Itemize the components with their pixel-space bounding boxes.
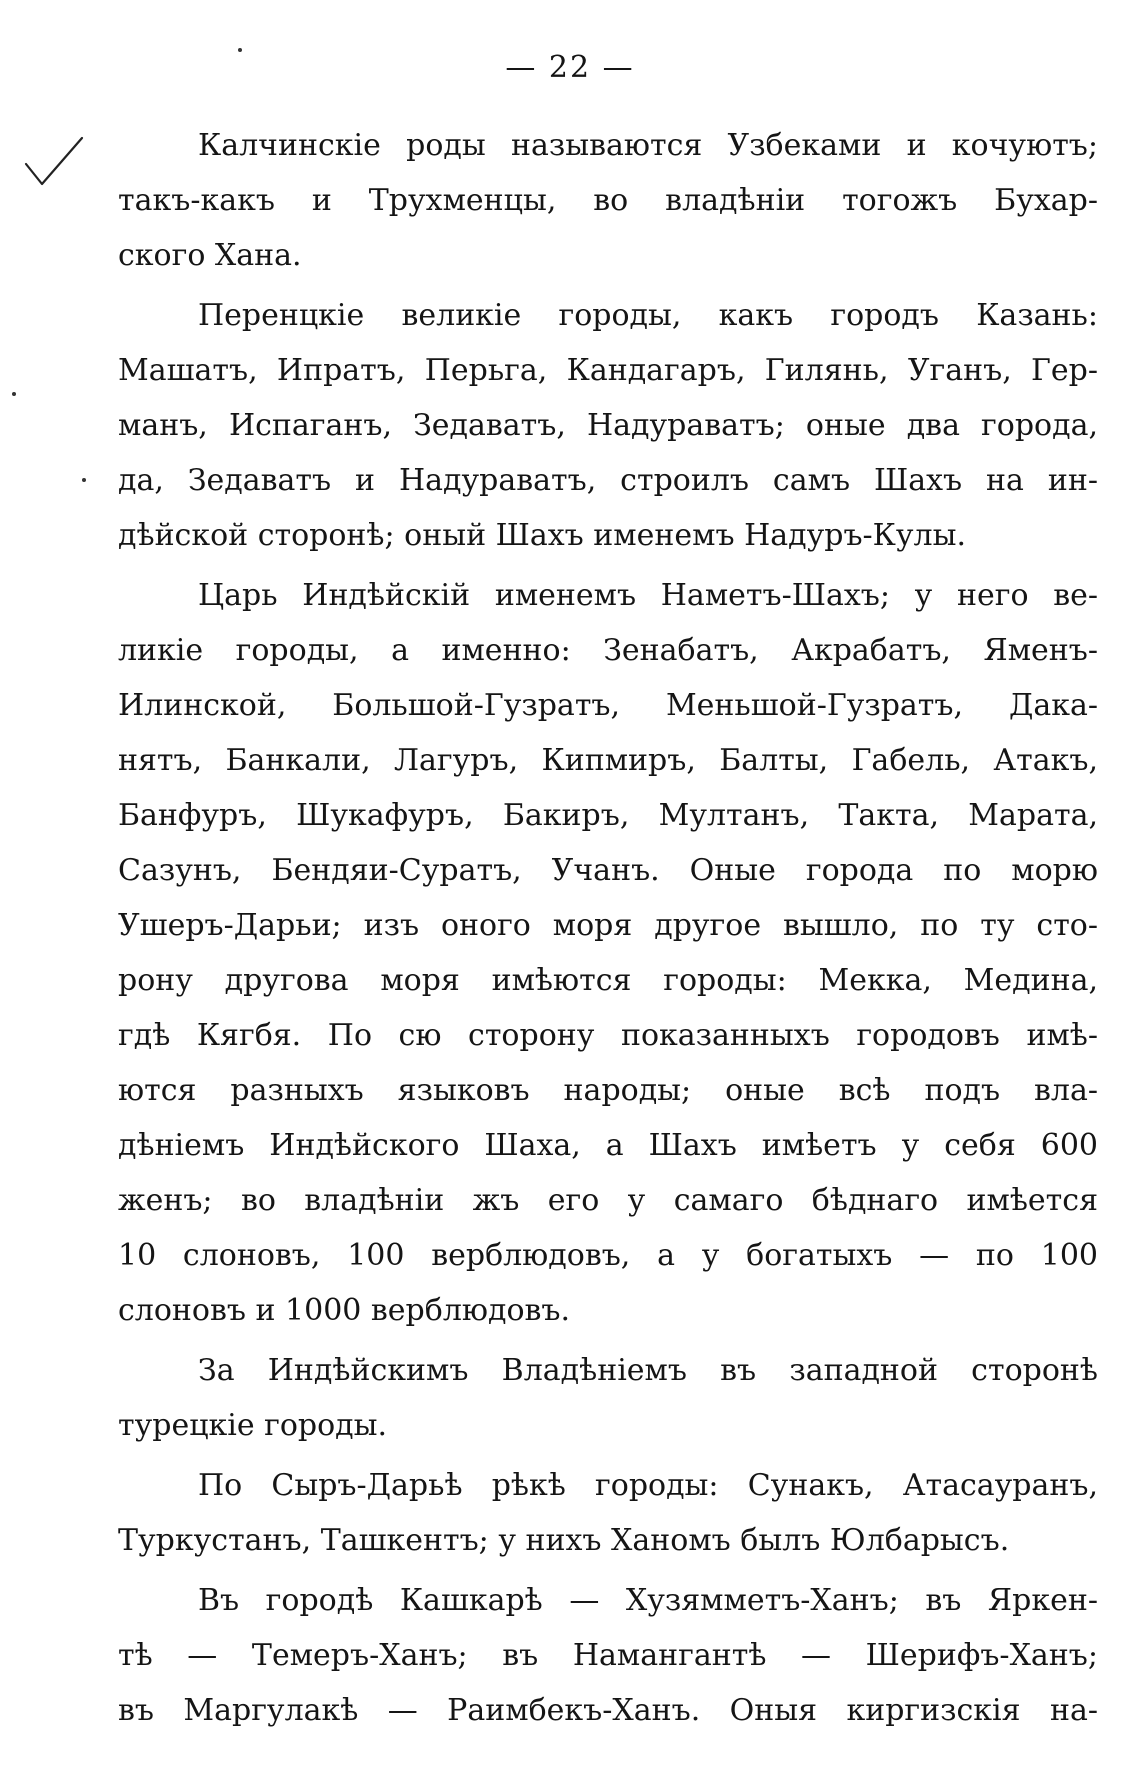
text-line: Туркустанъ, Ташкентъ; у нихъ Ханомъ былъ Юлбарысъ. xyxy=(118,1523,1010,1558)
text-line: въ Маргулакѣ — Раимбекъ-Ханъ. Оныя киргизскія на- xyxy=(118,1693,1098,1728)
text-line: тѣ — Темеръ-Ханъ; въ Намангантѣ — Шерифъ-Ханъ; xyxy=(118,1638,1098,1673)
text-line: Въ городѣ Кашкарѣ — Хузямметъ-Ханъ; въ Яркен- xyxy=(198,1583,1098,1618)
body-text xyxy=(118,118,1098,1738)
text-line: Перенцкіе великіе городы, какъ городъ Казань: xyxy=(198,298,1098,333)
text-line: такъ-какъ и Трухменцы, во владѣніи тогожъ Бухар- xyxy=(118,183,1098,218)
text-line: Царь Индѣйскій именемъ Наметъ-Шахъ; у него ве- xyxy=(198,578,1098,613)
text-line: ского Хана. xyxy=(118,238,302,273)
text-line: Машатъ, Ипратъ, Перьга, Кандагаръ, Гилянь, Уганъ, Гер- xyxy=(118,353,1098,388)
text-line: 10 слоновъ, 100 верблюдовъ, а у богатыхъ — по 100 xyxy=(118,1238,1098,1273)
text-line: манъ, Испаганъ, Зедаватъ, Надураватъ; оные два города, xyxy=(118,408,1098,443)
text-line: рону другова моря имѣются городы: Мекка, Медина, xyxy=(118,963,1098,998)
margin-dot xyxy=(12,392,16,396)
text-line: да, Зедаватъ и Надураватъ, строилъ самъ Шахъ на ин- xyxy=(118,463,1098,498)
text-line: По Сыръ-Дарьѣ рѣкѣ городы: Сунакъ, Атасауранъ, xyxy=(198,1468,1098,1503)
margin-dot xyxy=(238,48,242,52)
text-line: дѣйской сторонѣ; оный Шахъ именемъ Надуръ-Кулы. xyxy=(118,518,967,553)
text-line: Илинской, Большой-Гузратъ, Меньшой-Гузратъ, Дака- xyxy=(118,688,1098,723)
text-line: Сазунъ, Бендяи-Суратъ, Учанъ. Оные города по морю xyxy=(118,853,1098,888)
text-line: Ушеръ-Дарьи; изъ оного моря другое вышло, по ту сто- xyxy=(118,908,1098,943)
text-line: дѣніемъ Индѣйского Шаха, а Шахъ имѣетъ у себя 600 xyxy=(118,1128,1098,1163)
text-line: слоновъ и 1000 верблюдовъ. xyxy=(118,1293,571,1328)
text-line: За Индѣйскимъ Владѣніемъ въ западной сторонѣ xyxy=(198,1353,1098,1388)
text-line: Калчинскіе роды называются Узбеками и кочуютъ; xyxy=(198,128,1098,163)
margin-dot xyxy=(82,478,86,482)
checkmark-annotation xyxy=(20,132,90,192)
text-line: гдѣ Кягбя. По сю сторону показанныхъ городовъ имѣ- xyxy=(118,1018,1098,1053)
text-line: ликіе городы, а именно: Зенабатъ, Акрабатъ, Яменъ- xyxy=(118,633,1098,668)
text-line: женъ; во владѣніи жъ его у самаго бѣднаго имѣется xyxy=(118,1183,1098,1218)
page-number: — 22 — xyxy=(505,50,635,85)
text-line: ются разныхъ языковъ народы; оные всѣ подъ вла- xyxy=(118,1073,1098,1108)
text-line: нятъ, Банкали, Лагуръ, Кипмиръ, Балты, Габель, Атакъ, xyxy=(118,743,1098,778)
text-line: турецкіе городы. xyxy=(118,1408,388,1443)
text-line: Банфуръ, Шукафуръ, Бакиръ, Мултанъ, Такта, Марата, xyxy=(118,798,1098,833)
